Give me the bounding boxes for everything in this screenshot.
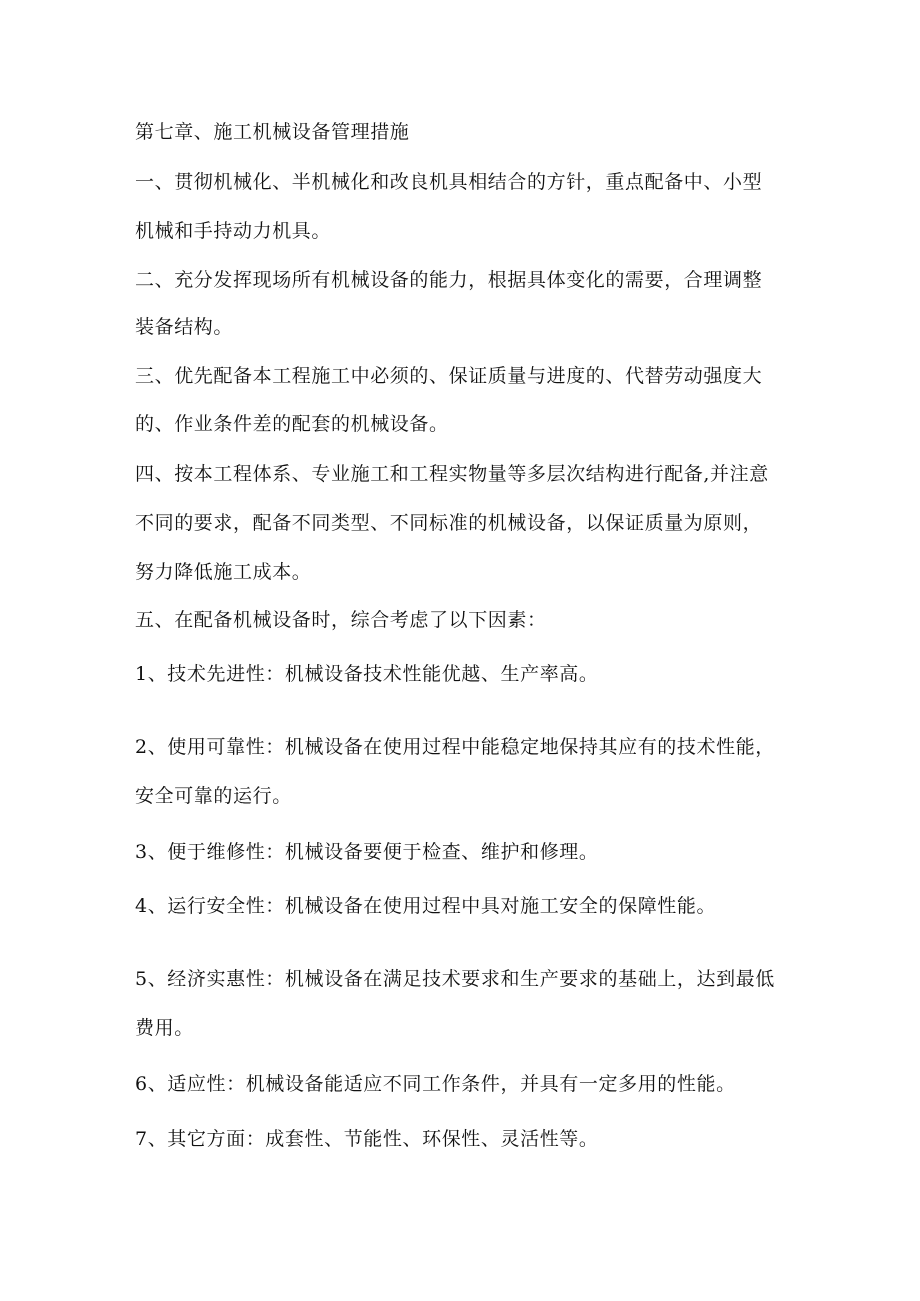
factor-1: 1、技术先进性：机械设备技术性能优越、生产率高。 xyxy=(135,663,599,685)
factor-5-line-2: 费用。 xyxy=(135,1017,194,1039)
factor-6: 6、适应性：机械设备能适应不同工作条件，并具有一定多用的性能。 xyxy=(135,1073,736,1095)
paragraph-4-line-3: 努力降低施工成本。 xyxy=(135,561,312,583)
paragraph-1-line-2: 机械和手持动力机具。 xyxy=(135,220,332,242)
factor-4: 4、运行安全性：机械设备在使用过程中具对施工安全的保障性能。 xyxy=(135,895,717,917)
factor-3: 3、便于维修性：机械设备要便于检查、维护和修理。 xyxy=(135,841,599,863)
paragraph-2-line-2: 装备结构。 xyxy=(135,316,234,338)
factor-7: 7、其它方面：成套性、节能性、环保性、灵活性等。 xyxy=(135,1128,599,1150)
chapter-title: 第七章、施工机械设备管理措施 xyxy=(135,121,410,143)
factor-5-line-1: 5、经济实惠性：机械设备在满足技术要求和生产要求的基础上，达到最低 xyxy=(135,968,775,990)
factor-2-line-2: 安全可靠的运行。 xyxy=(135,785,292,807)
paragraph-2-line-1: 二、充分发挥现场所有机械设备的能力，根据具体变化的需要，合理调整 xyxy=(135,269,763,291)
paragraph-4-line-2: 不同的要求，配备不同类型、不同标准的机械设备，以保证质量为原则， xyxy=(135,512,763,534)
paragraph-3-line-1: 三、优先配备本工程施工中必须的、保证质量与进度的、代替劳动强度大 xyxy=(135,365,763,387)
paragraph-3-line-2: 的、作业条件差的配套的机械设备。 xyxy=(135,413,449,435)
paragraph-1-line-1: 一、贯彻机械化、半机械化和改良机具相结合的方针，重点配备中、小型 xyxy=(135,171,763,193)
paragraph-4-line-1: 四、按本工程体系、专业施工和工程实物量等多层次结构进行配备,并注意 xyxy=(135,463,769,485)
factor-2-line-1: 2、使用可靠性：机械设备在使用过程中能稳定地保持其应有的技术性能， xyxy=(135,736,775,758)
paragraph-5-line-1: 五、在配备机械设备时，综合考虑了以下因素： xyxy=(135,609,547,631)
